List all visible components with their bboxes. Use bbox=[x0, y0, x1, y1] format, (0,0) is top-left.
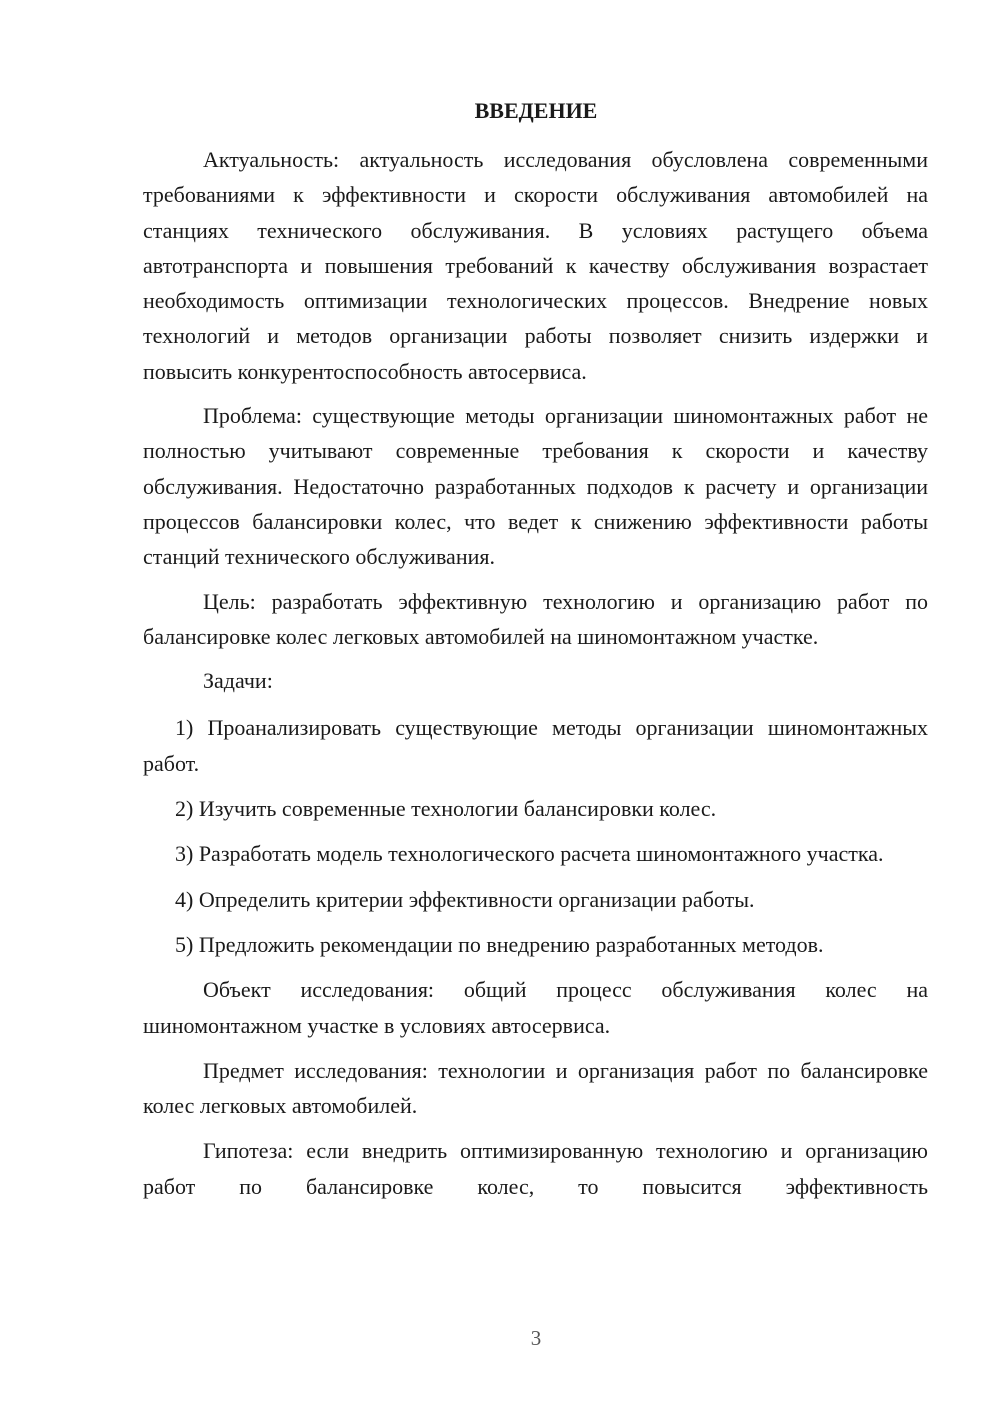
paragraph-tasks-label: Задачи: bbox=[203, 668, 273, 694]
paragraph-object: Объект исследования: общий процесс обслуживания колес на шиномонтажном участке в условиях автосервиса. bbox=[143, 977, 928, 1038]
document-body bbox=[143, 142, 928, 1204]
page-number: 3 bbox=[530, 1326, 542, 1350]
paragraph-problem: Проблема: существующие методы организации шиномонтажных работ не полностью учитывают современные требования к скорости и качеству обслуживания. Недостаточно разработанных подходов к расчету и организации процессов балансировки колес, что ведет к снижению эффективности работы станций технического обслуживания. bbox=[143, 403, 928, 570]
task-item-4: 4) Определить критерии эффективности организации работы. bbox=[175, 886, 755, 912]
paragraph-subject: Предмет исследования: технологии и организация работ по балансировке колес легковых автомобилей. bbox=[143, 1057, 928, 1119]
task-item-5: 5) Предложить рекомендации по внедрению разработанных методов. bbox=[175, 931, 824, 957]
paragraph-relevance: Актуальность: актуальность исследования обусловлена современными требованиями к эффективности и скорости обслуживания автомобилей на станциях технического обслуживания. В условиях растущего объема автотранспорта и повышения требований к качеству обслуживания возрастает необходимость оптимизации технологических процессов. Внедрение новых технологий и методов организации работы позволяет снизить издержки и повысить конкурентоспособность автосервиса. bbox=[143, 147, 928, 384]
task-item-3: 3) Разработать модель технологического расчета шиномонтажного участка. bbox=[175, 841, 884, 867]
task-item-2: 2) Изучить современные технологии балансировки колес. bbox=[175, 796, 717, 822]
paragraph-goal: Цель: разработать эффективную технологию и организацию работ по балансировке колес легковых автомобилей на шиномонтажном участке. bbox=[143, 588, 928, 649]
paragraph-hypothesis: Гипотеза: если внедрить оптимизированную технологию и организацию работ по балансировке колес, то повысится эффективность bbox=[143, 1138, 928, 1199]
section-heading: ВВЕДЕНИЕ bbox=[474, 98, 598, 123]
task-item-1: 1) Проанализировать существующие методы организации шиномонтажных работ. bbox=[143, 715, 928, 776]
